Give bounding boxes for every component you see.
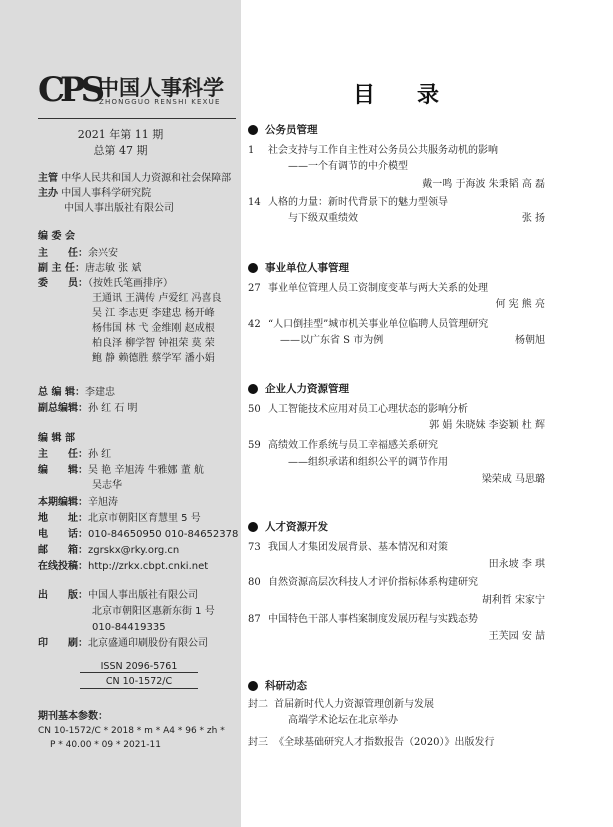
cn-number: CN 10-1572/C — [80, 675, 198, 689]
toc-authors: 戴一鸣 于海波 朱秉韬 高 磊 — [422, 179, 545, 190]
basic-params-line2: P * 40.00 * 09 * 2021-11 — [50, 740, 161, 750]
toc-subtitle: ——一个有调节的中介模型 — [288, 161, 408, 172]
toc-title: 目录 — [353, 83, 482, 108]
basic-params-label: 期刊基本参数： — [38, 711, 108, 722]
logo-pinyin-name: ZHONGGUO RENSHI KEXUE — [99, 98, 221, 106]
bullet-icon — [248, 125, 258, 135]
member-row: 鲍 静 赖德胜 蔡学军 潘小娟 — [92, 353, 215, 364]
bullet-icon — [248, 522, 258, 532]
toc-subtitle: 与下级双重绩效 — [288, 213, 358, 224]
toc-entry[interactable]: 14 人格的力量：新时代背景下的魅力型领导 — [248, 197, 448, 208]
committee-deputy: 副 主 任：唐志敏 张 斌 — [38, 263, 142, 274]
bullet-icon — [248, 384, 258, 394]
publisher-row: 出 版：中国人事出版社有限公司 — [38, 590, 198, 601]
journal-logo — [38, 70, 238, 110]
basic-params-line1: CN 10-1572/C * 2018 * m * A4 * 96 * zh * — [38, 726, 225, 736]
section-heading: 人才资源开发 — [248, 519, 328, 534]
toc-subtitle: 高端学术论坛在北京举办 — [288, 715, 398, 726]
toc-entry[interactable]: 73 我国人才集团发展背景、基本情况和对策 — [248, 542, 448, 553]
member-row: 杨伟国 林 弋 金维刚 赵成根 — [92, 323, 215, 334]
member-row: 吴 江 李志更 李建忠 杨开峰 — [92, 308, 215, 319]
toc-entry[interactable]: 59 高绩效工作系统与员工幸福感关系研究 — [248, 440, 438, 451]
dept-director: 主 任：孙 红 — [38, 449, 112, 460]
committee-members-label: 委 员：（按姓氏笔画排序） — [38, 278, 173, 289]
toc-subtitle: ——以广东省 S 市为例 — [280, 335, 384, 346]
organizer-row: 主办 中国人事科学研究院 — [38, 188, 152, 199]
address-row: 地 址：北京市朝阳区育慧里 5 号 — [38, 513, 201, 524]
total-issue: 总第 47 期 — [93, 144, 148, 157]
toc-authors: 田永坡 李 琪 — [488, 559, 545, 570]
toc-entry[interactable]: 27 事业单位管理人员工资制度变革与两大关系的处理 — [248, 283, 488, 294]
logo-chinese-name: 中国人事科学 — [98, 76, 224, 100]
toc-entry[interactable]: 87 中国特色干部人事档案制度发展历程与实践态势 — [248, 614, 478, 625]
member-row: 王通讯 王满传 卢爱红 冯喜良 — [92, 293, 222, 304]
toc-entry[interactable]: 封三 《全球基础研究人才指数报告（2020）》出版发行 — [248, 737, 495, 748]
toc-authors: 王芙园 安 喆 — [488, 631, 545, 642]
dept-editors-2: 吴志华 — [92, 480, 122, 491]
committee-director: 主 任：余兴安 — [38, 248, 118, 259]
dept-heading: 编 辑 部 — [38, 433, 75, 444]
toc-authors: 郭 娟 朱晓妹 李姿颖 杜 辉 — [429, 420, 545, 431]
toc-authors: 杨朝旭 — [515, 335, 545, 346]
bullet-icon — [248, 263, 258, 273]
section-heading: 科研动态 — [248, 678, 307, 693]
toc-authors: 梁荣成 马思璐 — [481, 474, 545, 485]
online-submission-row[interactable]: 在线投稿：http://zrkx.cbpt.cnki.net — [38, 561, 209, 572]
toc-entry[interactable]: 封二 首届新时代人力资源管理创新与发展 — [248, 699, 434, 710]
section-heading: 公务员管理 — [248, 122, 318, 137]
committee-heading: 编 委 会 — [38, 231, 75, 242]
bullet-icon — [248, 681, 258, 691]
toc-entry[interactable]: 1 社会支持与工作自主性对公务员公共服务动机的影响 — [248, 145, 498, 156]
toc-entry[interactable]: 42 “人口倒挂型”城市机关事业单位临聘人员管理研究 — [248, 319, 489, 330]
email-row[interactable]: 邮 箱：zgrskx@rky.org.cn — [38, 545, 180, 556]
publisher-address: 北京市朝阳区惠新东街 1 号 — [92, 606, 215, 617]
chief-editor: 总 编 辑：李建忠 — [38, 387, 115, 398]
toc-authors: 何 宪 熊 亮 — [495, 299, 545, 310]
issn: ISSN 2096-5761 — [80, 661, 198, 673]
sponsor-row: 主管 中华人民共和国人力资源和社会保障部 — [38, 173, 232, 184]
vice-editor: 副总编辑：孙 红 石 明 — [38, 403, 138, 414]
masthead-panel — [0, 0, 241, 827]
toc-authors: 张 扬 — [521, 213, 545, 224]
logo-divider — [38, 118, 236, 119]
dept-editors: 编 辑：吴 艳 辛旭涛 牛雅娜 董 航 — [38, 465, 204, 476]
organizer-2: 中国人事出版社有限公司 — [64, 203, 174, 214]
issue-editor: 本期编辑：辛旭涛 — [38, 497, 118, 508]
issue-number: 2021 年第 11 期 — [77, 128, 164, 141]
phone-row: 电 话：010-84650950 010-84652378 — [38, 529, 239, 540]
table-of-contents — [241, 0, 613, 827]
logo-mark: CPS — [38, 70, 101, 110]
section-heading: 企业人力资源管理 — [248, 381, 349, 396]
publisher-phone: 010-84419335 — [92, 622, 166, 633]
toc-subtitle: ——组织承诺和组织公平的调节作用 — [288, 457, 448, 468]
toc-authors: 胡利哲 宋家宁 — [481, 595, 545, 606]
printer-row: 印 刷：北京盛通印刷股份有限公司 — [38, 638, 208, 649]
member-row: 柏良泽 柳学智 钟祖荣 莫 荣 — [92, 338, 215, 349]
toc-entry[interactable]: 50 人工智能技术应用对员工心理状态的影响分析 — [248, 404, 468, 415]
toc-entry[interactable]: 80 自然资源高层次科技人才评价指标体系构建研究 — [248, 577, 478, 588]
section-heading: 事业单位人事管理 — [248, 260, 349, 275]
